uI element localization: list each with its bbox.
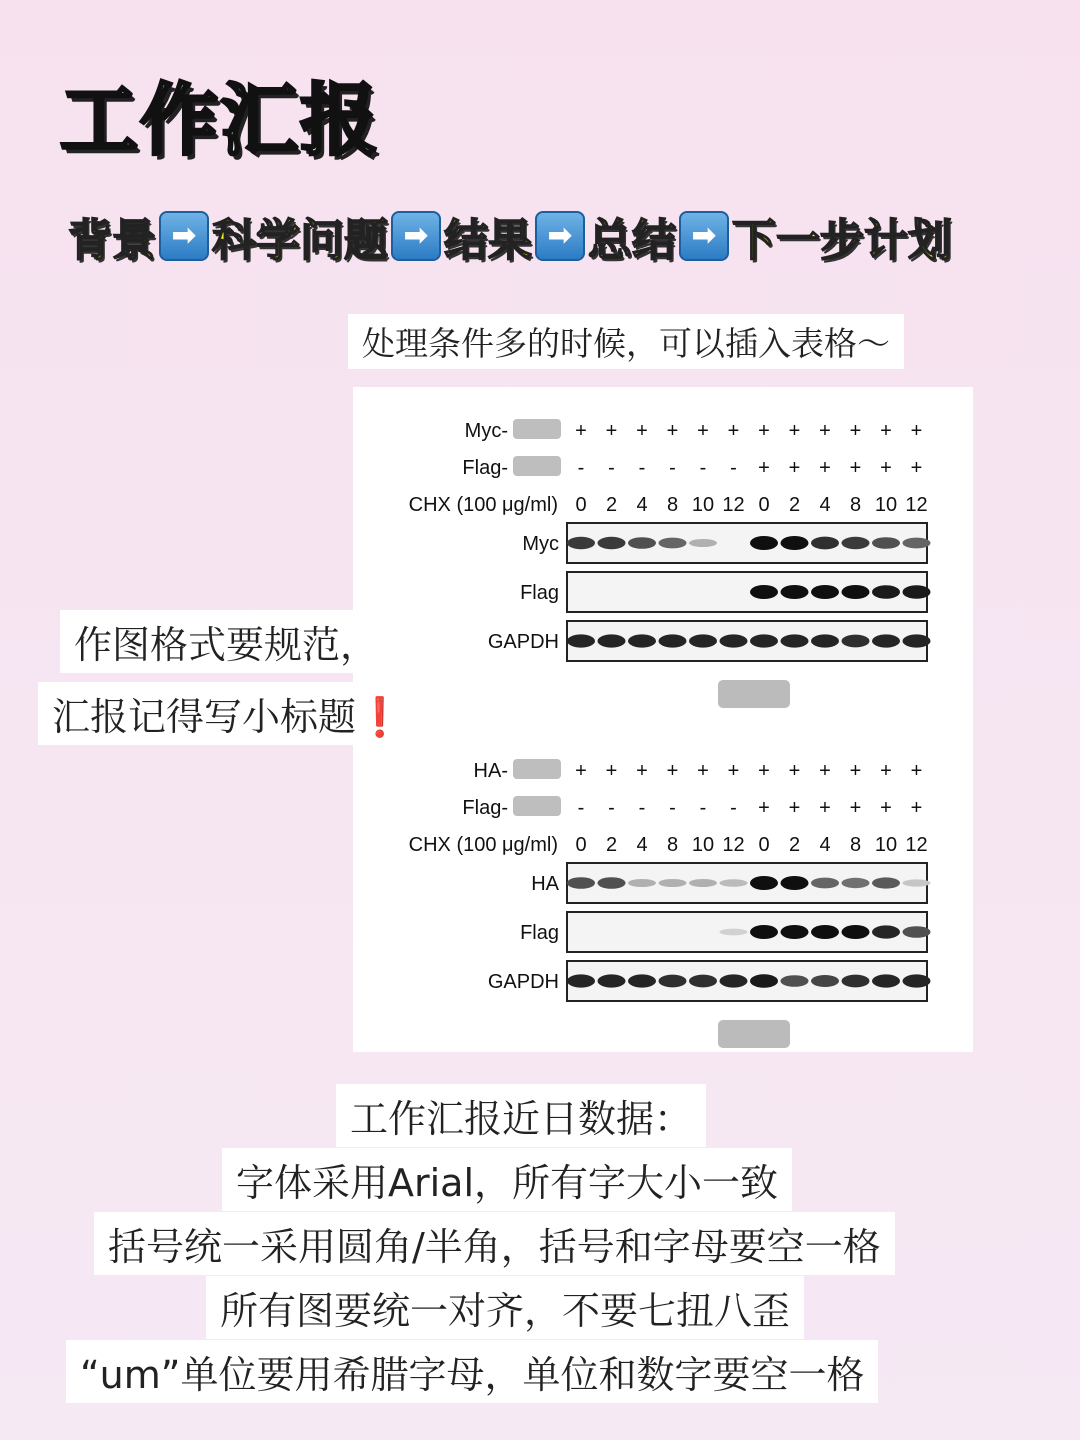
blot-band: [842, 975, 870, 988]
lane-value: 0: [758, 834, 770, 856]
side-note-line2-text: 汇报记得写小标题: [52, 695, 357, 739]
lane-value: 2: [788, 834, 801, 856]
note-item: 所有图要统一对齐，不要七扭八歪: [206, 1276, 804, 1339]
note-item: 括号统一采用圆角/半角，括号和字母要空一格: [94, 1212, 895, 1275]
blot-band: [659, 634, 687, 647]
redacted-label: [513, 796, 561, 816]
blot-band: [750, 974, 778, 988]
lane-value: +: [880, 457, 892, 479]
row-label: Myc-: [464, 420, 508, 442]
lane-value: -: [608, 457, 615, 479]
blot-band: [842, 878, 870, 888]
blot-band: [872, 585, 900, 599]
tip-caption: 处理条件多的时候，可以插入表格～: [348, 314, 904, 369]
blot-label: Myc: [522, 533, 559, 555]
lane-value: +: [697, 420, 709, 442]
page-title: 工作汇报: [60, 76, 381, 166]
blot-band: [567, 537, 595, 549]
blot-band: [598, 877, 626, 889]
note-item: “um”单位要用希腊字母，单位和数字要空一格: [66, 1340, 878, 1403]
blot-band: [811, 585, 839, 599]
blot-band: [567, 974, 595, 987]
blot-band: [811, 975, 839, 987]
row-label: CHX (100 μg/ml): [408, 494, 558, 516]
lane-value: +: [666, 760, 679, 782]
blot-label: HA: [531, 873, 559, 895]
row-label: CHX (100 μg/ml): [408, 834, 558, 856]
side-note-line2: [38, 682, 417, 745]
lane-value: +: [819, 797, 831, 819]
lane-value: -: [577, 797, 585, 819]
blot-band: [903, 634, 931, 647]
lane-value: 0: [575, 834, 587, 856]
lane-value: +: [910, 797, 923, 819]
blot-label: GAPDH: [487, 971, 559, 993]
lane-value: +: [697, 760, 709, 782]
blot-band: [842, 537, 870, 549]
blot-band: [781, 876, 809, 890]
row-label: Flag-: [462, 457, 508, 479]
flow-step-results: 结果: [444, 215, 532, 266]
lane-value: -: [577, 457, 585, 479]
blot-band: [811, 634, 839, 647]
blot-band: [628, 974, 656, 987]
blot-band: [598, 974, 626, 987]
redacted-label: [513, 759, 561, 779]
lane-value: 4: [819, 834, 831, 856]
lane-value: -: [730, 797, 737, 819]
blot-band: [781, 925, 809, 939]
lane-value: 12: [722, 834, 745, 856]
lane-value: +: [758, 457, 770, 479]
lane-value: +: [605, 760, 618, 782]
blot-band: [872, 925, 900, 938]
blot-band: [659, 879, 687, 887]
blot-band: [750, 536, 778, 550]
lane-value: 12: [905, 834, 928, 856]
blot-band: [903, 974, 931, 987]
western-blot-svg: [353, 387, 973, 1052]
lane-value: -: [699, 797, 707, 819]
lane-value: 10: [874, 494, 898, 516]
redacted-caption: [718, 680, 790, 708]
lane-value: 10: [691, 834, 715, 856]
lane-value: +: [758, 797, 770, 819]
lane-value: -: [730, 457, 737, 479]
blot-band: [872, 974, 900, 987]
lane-value: +: [575, 420, 587, 442]
lane-value: 2: [605, 494, 618, 516]
lane-value: +: [910, 760, 923, 782]
blot-band: [628, 634, 656, 647]
lane-value: 8: [666, 834, 679, 856]
lane-value: +: [575, 760, 587, 782]
blot-band: [903, 538, 931, 549]
blot-band: [872, 877, 900, 888]
blot-band: [628, 537, 656, 549]
side-note-line1: 作图格式要规范，: [60, 610, 392, 673]
lane-value: +: [727, 760, 740, 782]
lane-value: 4: [636, 834, 648, 856]
lane-value: +: [880, 797, 892, 819]
lane-value: +: [758, 420, 770, 442]
blot-band: [872, 634, 900, 647]
lane-value: 2: [605, 834, 618, 856]
blot-band: [720, 879, 748, 887]
blot-band: [750, 634, 778, 647]
lane-value: +: [910, 420, 923, 442]
blot-band: [842, 585, 870, 599]
blot-band: [811, 878, 839, 889]
blot-band: [903, 926, 931, 938]
lane-value: +: [788, 797, 801, 819]
lane-value: +: [788, 420, 801, 442]
lane-value: +: [727, 420, 740, 442]
blot-band: [659, 538, 687, 549]
lane-value: +: [849, 457, 862, 479]
lane-value: -: [638, 457, 646, 479]
redacted-caption: [718, 1020, 790, 1048]
blot-label: Flag: [520, 922, 559, 944]
lane-value: +: [910, 457, 923, 479]
flow-step-plan: 下一步计划: [732, 215, 952, 266]
blot-band: [567, 877, 595, 889]
lane-value: 8: [849, 494, 862, 516]
lane-value: -: [669, 457, 676, 479]
blot-label: Flag: [520, 582, 559, 604]
lane-value: 0: [575, 494, 587, 516]
blot-band: [659, 975, 687, 988]
redacted-label: [513, 419, 561, 439]
exclamation-icon: ❗: [356, 695, 404, 739]
lane-value: +: [758, 760, 770, 782]
blot-band: [750, 925, 778, 939]
row-label: HA-: [473, 760, 508, 782]
blot-band: [903, 585, 931, 599]
right-arrow-icon: ➡: [159, 211, 209, 261]
lane-value: 8: [849, 834, 862, 856]
lane-value: +: [880, 420, 892, 442]
lane-value: +: [880, 760, 892, 782]
lane-value: +: [849, 760, 862, 782]
right-arrow-icon: ➡: [679, 211, 729, 261]
blot-band: [811, 537, 839, 550]
lane-value: 12: [905, 494, 928, 516]
lane-value: -: [699, 457, 707, 479]
flow-step-background: 背景: [68, 215, 156, 266]
lane-value: +: [819, 457, 831, 479]
notes-title: 工作汇报近日数据：: [336, 1084, 706, 1147]
blot-band: [720, 974, 748, 987]
western-blot-figure: [353, 387, 973, 1052]
lane-value: 10: [691, 494, 715, 516]
lane-value: +: [849, 420, 862, 442]
right-arrow-icon: ➡: [535, 211, 585, 261]
lane-value: 4: [636, 494, 648, 516]
blot-band: [689, 634, 717, 647]
blot-band: [750, 876, 778, 890]
right-arrow-icon: ➡: [391, 211, 441, 261]
blot-band: [689, 975, 717, 988]
blot-band: [781, 536, 809, 550]
lane-value: +: [605, 420, 618, 442]
redacted-label: [513, 456, 561, 476]
blot-label: GAPDH: [487, 631, 559, 653]
blot-band: [720, 634, 748, 647]
lane-value: 12: [722, 494, 745, 516]
blot-band: [720, 929, 748, 936]
blot-band: [842, 635, 870, 648]
lane-value: -: [669, 797, 676, 819]
lane-value: +: [849, 797, 862, 819]
lane-value: +: [819, 760, 831, 782]
lane-value: 8: [666, 494, 679, 516]
blot-band: [689, 539, 717, 547]
blot-band: [781, 634, 809, 647]
lane-value: +: [788, 457, 801, 479]
blot-band: [598, 537, 626, 549]
flow-step-question: 科学问题: [212, 215, 388, 266]
lane-value: 0: [758, 494, 770, 516]
flow-step-summary: 总结: [588, 215, 676, 266]
lane-value: +: [636, 760, 648, 782]
blot-band: [842, 925, 870, 939]
blot-band: [628, 879, 656, 887]
blot-band: [598, 634, 626, 647]
lane-value: +: [636, 420, 648, 442]
lane-value: 4: [819, 494, 831, 516]
blot-band: [811, 925, 839, 939]
note-item: 字体采用Arial，所有字大小一致: [222, 1148, 792, 1211]
lane-value: -: [608, 797, 615, 819]
lane-value: +: [819, 420, 831, 442]
workflow-steps: [68, 204, 952, 268]
blot-band: [750, 585, 778, 599]
blot-band: [781, 975, 809, 987]
blot-band: [689, 879, 717, 887]
lane-value: +: [666, 420, 679, 442]
lane-value: +: [788, 760, 801, 782]
blot-band: [872, 537, 900, 549]
blot-band: [781, 585, 809, 599]
lane-value: -: [638, 797, 646, 819]
lane-value: 10: [874, 834, 898, 856]
blot-band: [903, 879, 931, 886]
lane-value: 2: [788, 494, 801, 516]
row-label: Flag-: [462, 797, 508, 819]
blot-band: [567, 634, 595, 647]
